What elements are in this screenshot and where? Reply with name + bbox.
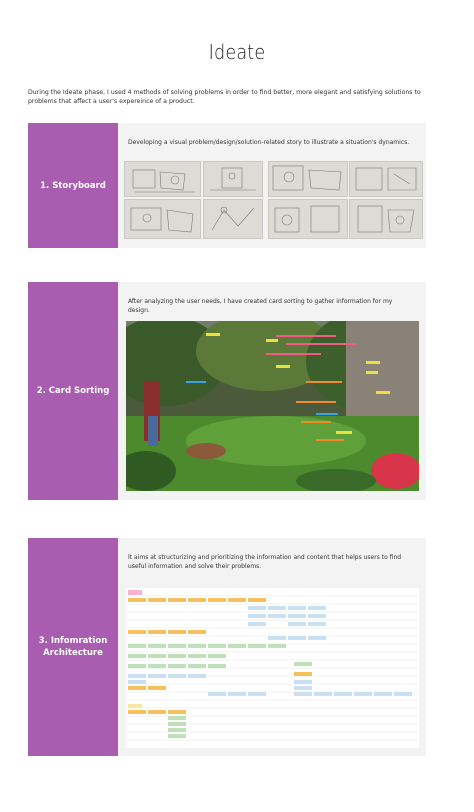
- page-title: Ideate: [208, 40, 266, 64]
- intro-text: During the Ideate phase, I used 4 methods of solving problems in order to find better, more elegant and satisfying solutions to problems that affect a user's expereince of a product.: [28, 89, 421, 105]
- storyboard-sketch-2: [203, 161, 263, 197]
- storyboard-sketch-8: [349, 199, 423, 239]
- information-architecture-sheet: [126, 588, 419, 748]
- card-sorting-photo: [126, 321, 419, 491]
- section-label-line-1: 3. Infomration: [38, 636, 108, 646]
- section-storyboard: [28, 123, 426, 248]
- storyboard-sketch-1: [124, 161, 201, 197]
- storyboard-sketch-5: [124, 199, 201, 239]
- storyboard-sketch-4: [349, 161, 423, 197]
- section-description-information-architecture: It aims at structurizing and prioritizing the information and content that helps users to find useful information and solve their problems.: [128, 554, 402, 570]
- section-label-information-architecture: [28, 538, 118, 756]
- section-description-storyboard: Developing a visual problem/design/solution-related story to illustrate a situation's dynamics.: [128, 139, 410, 146]
- storyboard-sketch-7: [268, 199, 348, 239]
- section-label-card-sorting: 2. Card Sorting: [28, 282, 118, 500]
- storyboard-sketch-3: [268, 161, 348, 197]
- section-description-card-sorting: After analyzing the user needs, I have created card sorting to gather information for my design.: [128, 298, 393, 314]
- section-label-storyboard: 1. Storyboard: [28, 123, 118, 248]
- section-card-sorting: [28, 282, 426, 500]
- section-label-line-2: Architecture: [43, 648, 103, 658]
- storyboard-sketch-6: [203, 199, 263, 239]
- section-information-architecture: [28, 538, 426, 756]
